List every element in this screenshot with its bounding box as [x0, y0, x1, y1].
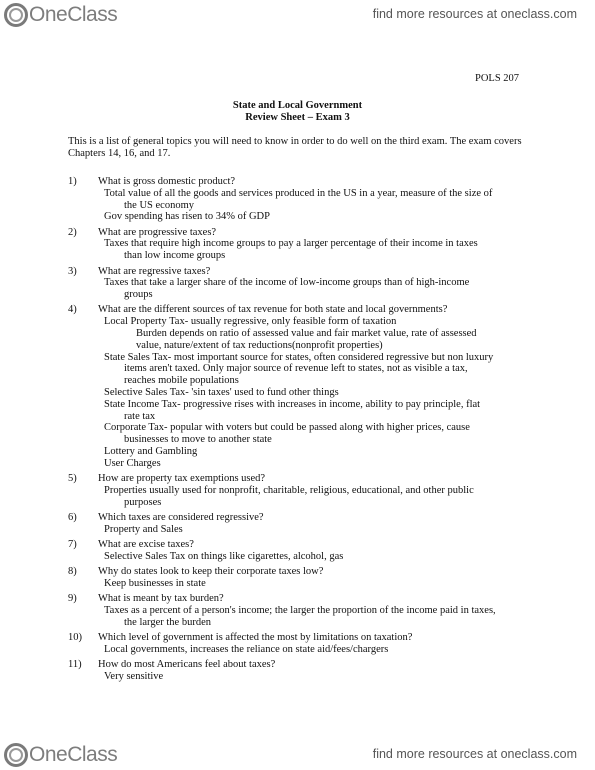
question-text: What is meant by tax burden? — [98, 593, 224, 605]
answer-line: Taxes as a percent of a person's income; the larger the proportion of the income paid in taxes, — [104, 605, 496, 617]
answer-item — [68, 485, 538, 509]
answer-line: items aren't taxed. Only major source of revenue left to states, not as visible a tax, — [124, 363, 468, 375]
question-item — [68, 512, 538, 524]
answer-line: State Sales Tax- most important source for states, often considered regressive but non luxury — [104, 351, 494, 363]
answer-line: businesses to move to another state — [124, 434, 272, 446]
answer-line: the US economy — [124, 199, 194, 211]
answer-line: purposes — [124, 496, 162, 508]
question-number: 1) — [68, 176, 77, 187]
oneclass-logo-icon — [4, 743, 28, 767]
answer-line: groups — [124, 289, 153, 301]
intro-paragraph: This is a list of general topics you will need to know in order to do well on the third exam. The exam covers Chapters 14, 16, and 17. — [68, 136, 522, 160]
answer-item — [68, 524, 538, 536]
answer-line: Keep businesses in state — [104, 578, 206, 589]
answer-line: State Income Tax- progressive rises with increases in income, ability to pay principle, flat — [104, 398, 481, 410]
answer-item — [68, 211, 538, 223]
answer-item — [68, 605, 538, 629]
question-item — [68, 566, 538, 578]
question-number: 5) — [68, 473, 77, 485]
answer-line: Local Property Tax- usually regressive, only feasible form of taxation — [104, 316, 397, 328]
question-number: 10) — [68, 632, 82, 644]
question-item — [68, 632, 538, 644]
question-text: What is gross domestic product? — [98, 176, 236, 187]
question-item — [68, 304, 538, 316]
question-item — [68, 227, 538, 239]
answer-line: Selective Sales Tax on things like cigarettes, alcohol, gas — [104, 550, 344, 562]
answer-line: Property and Sales — [104, 523, 183, 535]
question-text: What are regressive taxes? — [98, 265, 211, 277]
answer-item — [68, 446, 538, 458]
question-item — [68, 539, 538, 551]
question-list — [68, 176, 538, 683]
find-resources-link[interactable]: find more resources at oneclass.com — [372, 7, 577, 21]
question-number: 9) — [68, 593, 77, 605]
answer-line: Taxes that take a larger share of the income of low-income groups than of high-income — [104, 277, 470, 289]
answer-line: than low income groups — [124, 250, 226, 262]
answer-line: Corporate Tax- popular with voters but could be passed along with higher prices, cause — [104, 422, 470, 434]
answer-item — [68, 551, 538, 563]
answer-line: Very sensitive — [104, 671, 164, 683]
question-item — [68, 659, 538, 671]
answer-item — [68, 277, 538, 301]
question-text: What are progressive taxes? — [98, 226, 217, 238]
answer-line: reaches mobile populations — [124, 375, 239, 387]
question-item — [68, 593, 538, 605]
question-text: How are property tax exemptions used? — [98, 473, 266, 485]
answer-item — [68, 422, 538, 446]
answer-item — [68, 352, 538, 387]
answer-line: Total value of all the goods and services produced in the US in a year, measure of the size of — [104, 187, 493, 199]
question-item — [68, 473, 538, 485]
question-item — [68, 266, 538, 278]
answer-line: Burden depends on ratio of assessed value and fair market value, rate of assessed — [136, 328, 477, 340]
footer-bar — [0, 740, 595, 770]
question-number: 4) — [68, 304, 77, 316]
answer-line: Selective Sales Tax- 'sin taxes' used to fund other things — [104, 387, 339, 399]
answer-line: rate tax — [124, 410, 156, 422]
question-number: 3) — [68, 265, 77, 277]
answer-line: User Charges — [104, 457, 161, 469]
answer-item — [68, 238, 538, 262]
answer-line: the larger the burden — [124, 616, 211, 628]
oneclass-logo-icon — [4, 3, 28, 27]
answer-line: Local governments, increases the reliance on state aid/fees/chargers — [104, 643, 389, 655]
answer-line: Gov spending has risen to 34% of GDP — [104, 211, 270, 223]
question-text: Why do states look to keep their corporate taxes low? — [98, 566, 324, 578]
question-number: 2) — [68, 226, 77, 238]
answer-item — [68, 387, 538, 399]
answer-item — [68, 458, 538, 470]
question-number: 8) — [68, 566, 77, 578]
question-text: What are the different sources of tax revenue for both state and local governments? — [98, 304, 448, 316]
find-resources-link[interactable]: find more resources at oneclass.com — [372, 747, 577, 761]
answer-item — [68, 328, 538, 352]
question-number: 7) — [68, 539, 77, 551]
answer-item — [68, 644, 538, 656]
oneclass-logo[interactable] — [4, 743, 117, 767]
document-title: State and Local Government — [232, 100, 363, 111]
answer-item — [68, 188, 538, 212]
answer-item — [68, 578, 538, 590]
logo-text: OneClass — [29, 3, 118, 26]
course-code: POLS 207 — [475, 73, 520, 84]
question-text: Which taxes are considered regressive? — [98, 512, 264, 524]
answer-item — [68, 399, 538, 423]
question-text: What are excise taxes? — [98, 539, 194, 551]
question-number: 6) — [68, 512, 77, 524]
answer-item — [68, 316, 538, 328]
answer-line: value, nature/extent of tax reductions(nonprofit properties) — [136, 339, 383, 351]
logo-text: OneClass — [29, 743, 118, 766]
answer-line: Lottery and Gambling — [104, 446, 198, 458]
answer-line: Properties usually used for nonprofit, charitable, religious, educational, and other public — [104, 484, 474, 496]
answer-item — [68, 671, 538, 683]
header-bar — [0, 0, 595, 30]
question-text: How do most Americans feel about taxes? — [98, 659, 276, 671]
question-number: 11) — [68, 659, 82, 671]
document-subtitle: Review Sheet – Exam 3 — [245, 112, 350, 123]
answer-line: Taxes that require high income groups to pay a larger percentage of their income in taxes — [104, 238, 478, 250]
question-text: Which level of government is affected the most by limitations on taxation? — [98, 632, 413, 644]
question-item — [68, 176, 538, 188]
oneclass-logo[interactable] — [4, 3, 117, 27]
